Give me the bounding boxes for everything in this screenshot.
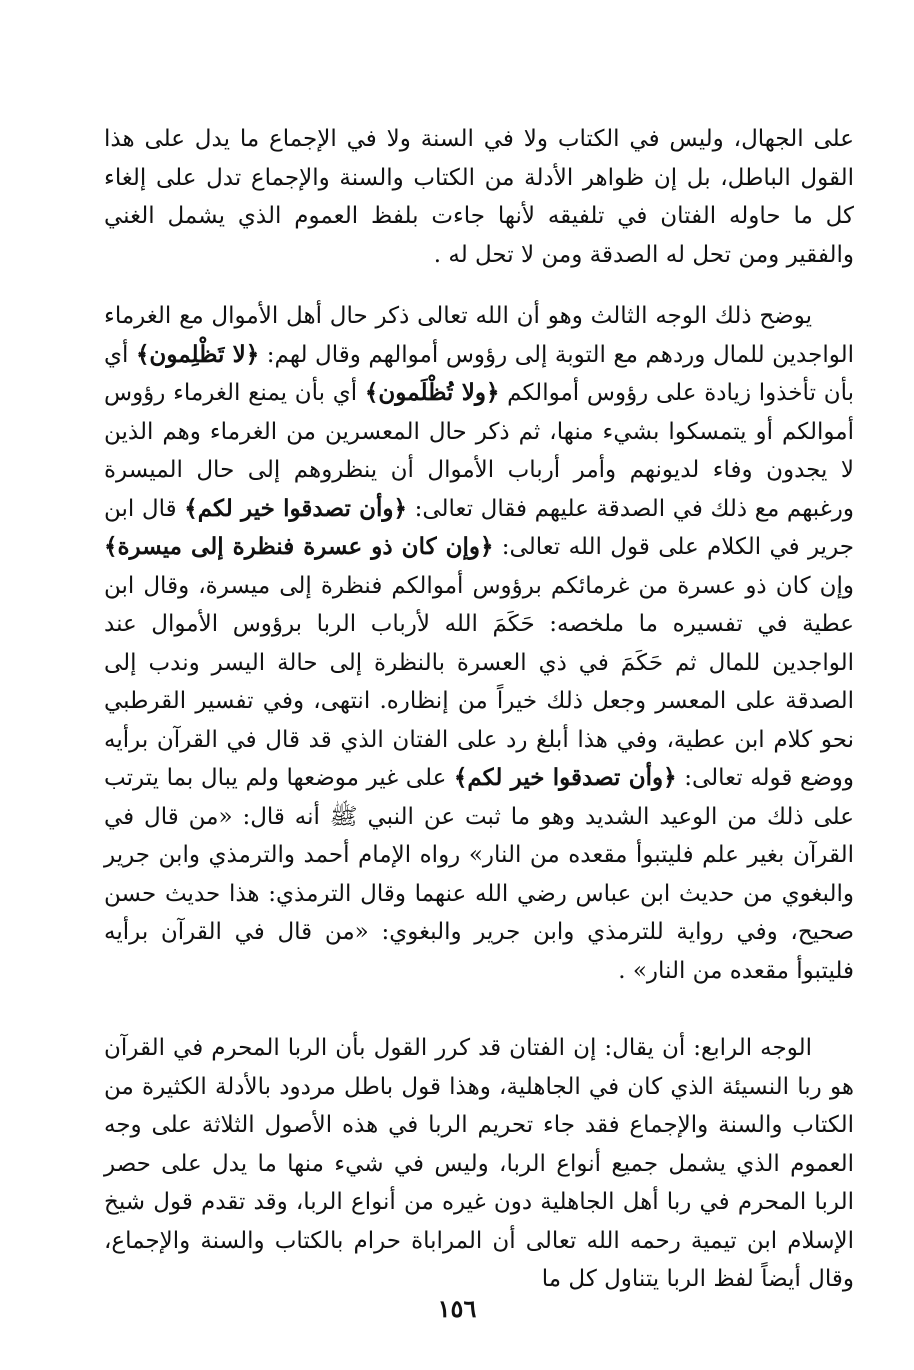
text-segment: قال ابن جرير في الكلام على قول الله تعالى: [104, 495, 854, 560]
text-segment: وإن كان ذو عسرة من غرمائكم برؤوس أموالكم فنظرة إلى ميسرة، وقال ابن عطية في تفسيره ما ملخصه: حَكَمَ الله لأرباب الربا برؤوس الأموال عند الواجدين للمال ثم حَكَمَ في ذي العسرة بالنظرة إلى حالة اليسر وندب إلى الصدقة على المعسر وجعل ذلك خيراً من إنظاره. انتهى، وفي تفسير القرطبي نحو كلام ابن عطية، وفي هذا أبلغ رد على الفتان الذي قد قال في القرآن برأيه ووضع قوله تعالى: [104, 572, 854, 791]
paragraph-text: على الجهال، وليس في الكتاب ولا في السنة ولا في الإجماع ما يدل على هذا القول الباطل، بل إن ظواهر الأدلة من الكتاب والسنة والإجماع تدل على إلغاء كل ما حاوله الفتان في تلفيقه لأنها جاءت بلفظ العموم الذي يشمل الغني والفقير ومن تحل له الصدقة ومن لا تحل له . [104, 126, 854, 268]
quran-verse: ﴿وأن تصدقوا خير لكم﴾ [184, 494, 408, 522]
text-segment: على غير موضعها ولم يبال بما يترتب على ذلك من الوعيد الشديد وهو ما ثبت عن النبي ﷺ أنه قال: «من قال في القرآن بغير علم فليتبوأ مقعده من النار» رواه الإمام أحمد والترمذي وابن جرير والبغوي من حديث ابن عباس رضي الله عنهما وقال الترمذي: هذا حديث حسن صحيح، وفي رواية للترمذي وابن جرير والبغوي: «من قال في القرآن برأيه فليتبوأ مقعده من النار» . [104, 765, 854, 984]
quran-verse: ﴿ولا تُظْلَمون﴾ [364, 379, 500, 406]
quran-verse: ﴿وإن كان ذو عسرة فنظرة إلى ميسرة﴾ [104, 533, 494, 560]
paragraph-text [104, 297, 854, 990]
text-segment: يوضح ذلك الوجه الثالث وهو أن الله تعالى ذكر حال أهل الأموال مع الغرماء الواجدين للمال وردهم مع التوبة إلى رؤوس أموالهم وقال لهم: [104, 303, 855, 368]
paragraph-fourth-aspect [104, 1029, 854, 1299]
quran-verse: ﴿وأن تصدقوا خير لكم﴾ [453, 764, 677, 791]
paragraph-text: الوجه الرابع: أن يقال: إن الفتان قد كرر القول بأن الربا المحرم في القرآن هو ربا النسيئة الذي كان في الجاهلية، وهذا قول باطل مردود بالأدلة الكثيرة من الكتاب والسنة والإجماع فقد جاء تحريم الربا في هذه الأصول الثلاثة على وجه العموم الذي يشمل جميع أنواع الربا، وليس في شيء منها ما يدل على حصر الربا المحرم في ربا أهل الجاهلية دون غيره من أنواع الربا، وقد تقدم قول شيخ الإسلام ابن تيمية رحمه الله تعالى أن المراباة حرام بالكتاب والسنة والإجماع، وقال أيضاً لفظ الربا يتناول كل ما [104, 1035, 854, 1292]
paragraph-continuation [104, 120, 854, 274]
page-number: ١٥٦ [437, 1294, 477, 1323]
text-segment: أي بأن يمنع الغرماء رؤوس أموالكم أو يتمسكوا بشيء منها، ثم ذكر حال المعسرين من الغرماء وهم الذين لا يجدون وفاء لديونهم وأمر أرباب الأموال أن ينظروهم إلى حال الميسرة ورغبهم مع ذلك في الصدقة عليهم فقال تعالى: [104, 380, 854, 522]
quran-verse: ﴿لا تَظْلِمون﴾ [135, 340, 260, 368]
text-segment: أي بأن تأخذوا زيادة على رؤوس أموالكم [104, 341, 854, 406]
paragraph-third-aspect [104, 297, 854, 990]
